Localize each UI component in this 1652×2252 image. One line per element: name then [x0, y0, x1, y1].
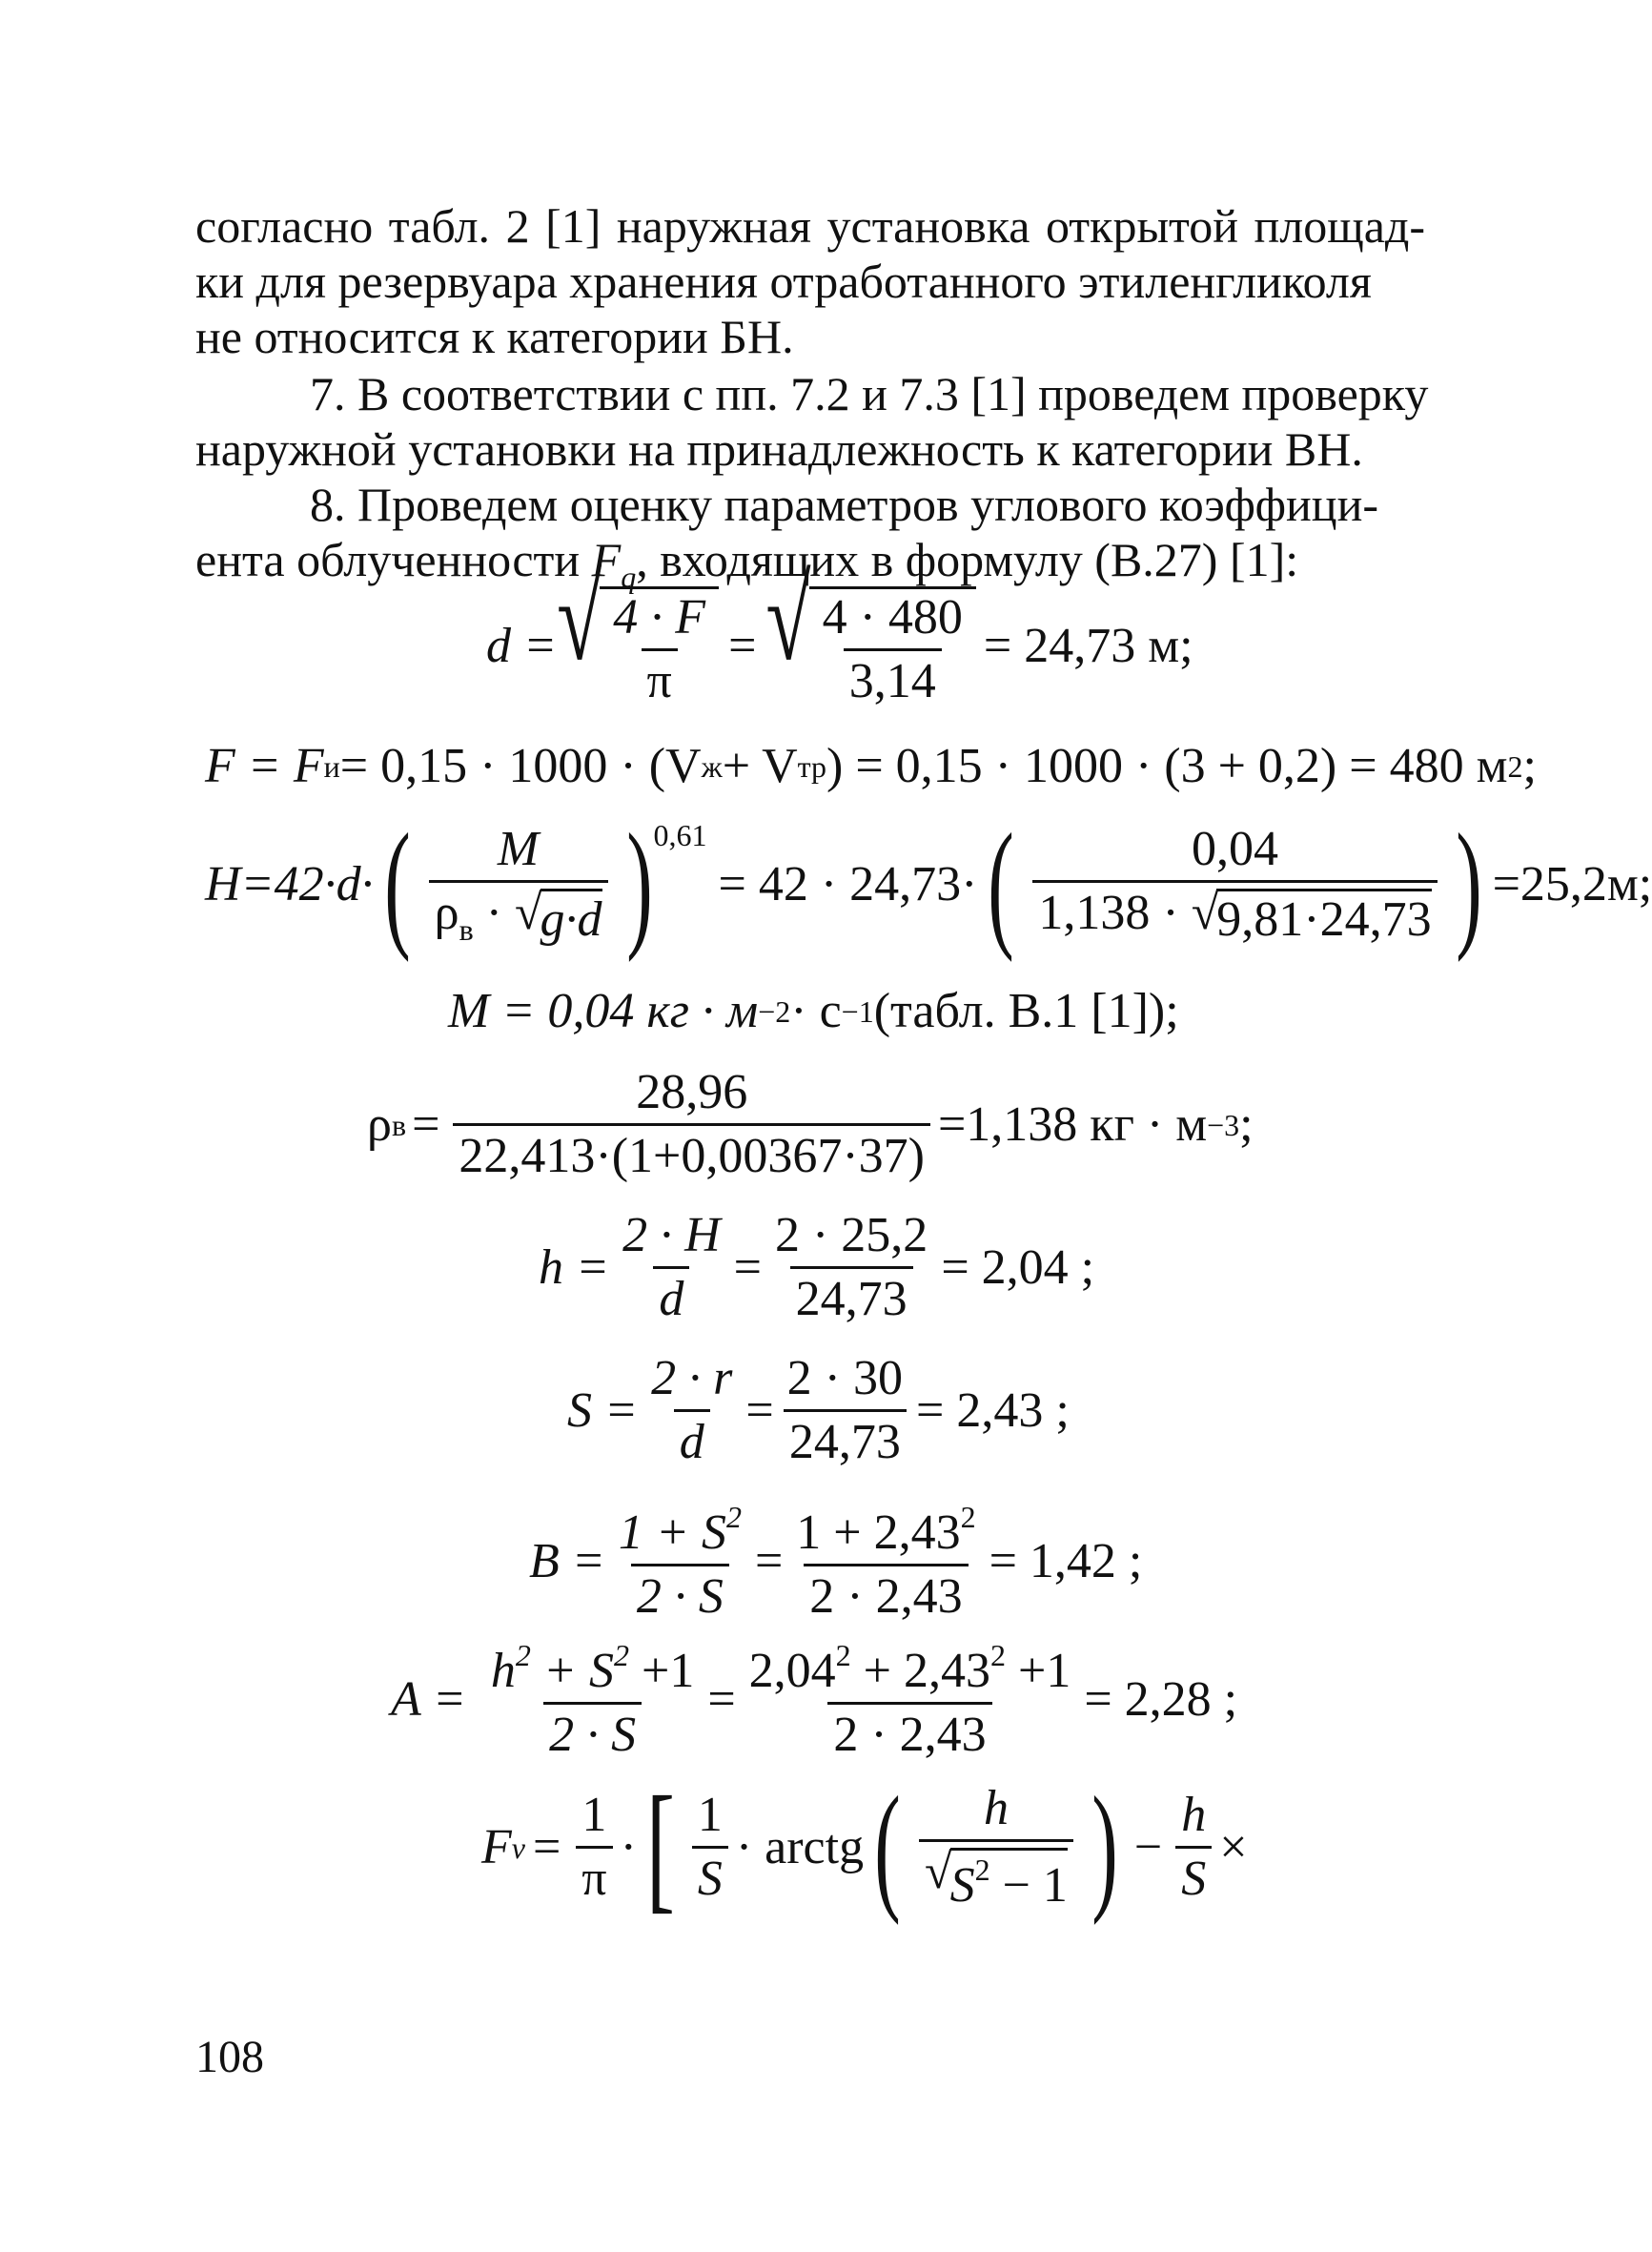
eq-result: = 2,43 ; — [916, 1382, 1070, 1438]
equation-Fv: F v = $\frac{1}{\pi}$ · [ $\frac{1}{S}$ · arctg ( h √ $S^2 - 1$ ) − $\frac{h}{S}$ × — [481, 1768, 1248, 1926]
denominator: 24,73 — [790, 1266, 913, 1324]
denominator: d — [674, 1409, 710, 1467]
eq-text: · с — [790, 984, 842, 1038]
eq-result: =25,2м; — [1492, 856, 1652, 911]
equation-F — [205, 739, 1537, 793]
eq-text: + V — [722, 739, 798, 793]
eq-lhs: h = — [539, 1239, 610, 1295]
equals: = — [728, 619, 757, 673]
numerator: 4 · F — [613, 590, 706, 645]
text-line: не относится к категории БН. — [195, 310, 794, 363]
eq-minus: − — [1133, 1819, 1163, 1874]
eq-lhs: F — [481, 1819, 512, 1874]
denominator: 2 · 2,43 — [804, 1564, 968, 1622]
eq-text: ; — [1522, 739, 1537, 793]
eq-lhs: A = — [391, 1672, 466, 1727]
numerator: 1 — [581, 1788, 607, 1842]
equation-A — [391, 1640, 1237, 1760]
eq-sup: −2 — [758, 994, 791, 1029]
eq-result: = 2,04 ; — [941, 1239, 1095, 1295]
numerator: 28,96 — [636, 1065, 748, 1119]
text-line: согласно табл. 2 [1] наружная установка открытой площад- — [195, 199, 1425, 253]
numerator: 4 · 480 — [822, 590, 963, 645]
equals: = — [745, 1382, 774, 1438]
eq-sup: 2 — [1507, 749, 1523, 784]
equals: = — [532, 1819, 561, 1874]
denominator: 22,413·(1+0,00367·37) — [453, 1123, 930, 1181]
sqrt: √ $\frac{4 \cdot 480}{3,14}$ — [765, 586, 976, 706]
eq-sub: ж — [701, 749, 723, 784]
equation-rho — [367, 1065, 1254, 1183]
page-number: 108 — [195, 2032, 264, 2082]
denominator: 1,138 · √ 9,81·24,73 — [1032, 880, 1437, 945]
numerator: $h^2 + S^2 +1$ — [490, 1638, 695, 1698]
numerator: 2 · r — [651, 1351, 733, 1405]
eq-text: F = F — [205, 739, 324, 793]
numerator: $1 + S^2$ — [618, 1500, 742, 1560]
eq-result: = 1,42 ; — [989, 1534, 1143, 1588]
eq-result: =1,138 кг · м — [937, 1096, 1208, 1152]
paragraph-2 — [195, 366, 1429, 477]
eq-text: = 42 · 24,73· — [718, 856, 978, 911]
eq-sub: в — [391, 1107, 407, 1142]
text-line: 7. В соответствии с пп. 7.2 и 7.3 [1] проведем проверку — [310, 367, 1429, 420]
eq-result: = 24,73 м; — [983, 619, 1193, 673]
denominator: 2 · S — [543, 1702, 642, 1760]
equals: = — [733, 1239, 762, 1295]
equation-H: H=42·d· ( M $\rho_в$ · √ g·d ) 0,61 = 42 · 24,73· ( 0,04 1,138 · √ 9,81·24,73 ) =25,2м; — [205, 805, 1652, 963]
eq-lhs: H=42·d· — [205, 856, 374, 911]
eq-lhs: ρ — [367, 1096, 392, 1152]
equation-h — [539, 1208, 1095, 1326]
numerator: $2,04^2 + 2,43^2 +1$ — [748, 1638, 1071, 1698]
numerator: 2 · 25,2 — [774, 1208, 928, 1262]
denominator: d — [653, 1266, 689, 1324]
paragraph-1 — [195, 198, 1425, 364]
denominator: S — [692, 1846, 728, 1904]
text-line: наружной установки на принадлежность к категории ВН. — [195, 422, 1363, 476]
text-line: 8. Проведем оценку параметров углового коэффици- — [310, 478, 1378, 531]
eq-result: = 2,28 ; — [1084, 1672, 1238, 1727]
numerator: $1 + 2,43^2$ — [796, 1500, 976, 1560]
equals: = — [412, 1096, 440, 1152]
eq-lhs: d = — [486, 619, 558, 673]
eq-sub: тр — [797, 749, 827, 784]
denominator: π — [642, 648, 678, 706]
denominator: 2 · S — [631, 1564, 729, 1622]
eq-text: ; — [1239, 1096, 1254, 1152]
numerator: 0,04 — [1192, 821, 1279, 876]
text-line: ки для резервуара хранения отработанного этиленгликоля — [195, 255, 1372, 308]
denominator: 2 · 2,43 — [827, 1702, 991, 1760]
denominator: 24,73 — [784, 1409, 907, 1467]
eq-sub: v — [511, 1830, 525, 1865]
numerator: 1 — [697, 1788, 723, 1842]
equals: = — [754, 1534, 784, 1588]
eq-text: (табл. В.1 [1]); — [873, 984, 1179, 1038]
eq-exponent: 0,61 — [653, 818, 707, 852]
eq-dot: · — [620, 1819, 637, 1874]
text-fragment: ента облученности — [195, 533, 592, 586]
numerator: h — [983, 1781, 1009, 1835]
equation-S — [567, 1351, 1070, 1469]
sqrt: √ $\frac{4 \cdot F}{\pi}$ — [557, 586, 719, 706]
numerator: h — [1181, 1788, 1207, 1842]
eq-text: ) = 0,15 · 1000 · (3 + 0,2) = 480 м — [826, 739, 1508, 793]
denominator: $\rho_в$ · √ g·d — [429, 880, 608, 945]
denominator: √ $S^2 - 1$ — [919, 1839, 1073, 1911]
eq-function: · arctg — [735, 1819, 865, 1874]
eq-sub: и — [323, 749, 340, 784]
denominator: S — [1175, 1846, 1212, 1904]
denominator: 3,14 — [844, 648, 942, 706]
eq-sup: −3 — [1207, 1107, 1240, 1142]
equation-B — [529, 1502, 1142, 1622]
equation-M — [448, 984, 1179, 1038]
eq-lhs: B = — [529, 1534, 605, 1588]
numerator: 2 · H — [622, 1208, 721, 1262]
denominator: π — [576, 1846, 612, 1904]
eq-text: = 0,15 · 1000 · (V — [339, 739, 702, 793]
numerator: 2 · 30 — [786, 1351, 903, 1405]
numerator: M — [497, 821, 540, 876]
eq-times: × — [1219, 1819, 1248, 1874]
eq-text: M = 0,04 кг · м — [448, 984, 759, 1038]
equals: = — [707, 1672, 736, 1727]
text-fragment: , входящих в формулу (В.27) [1]: — [636, 533, 1299, 586]
symbol-fq: $F_q$ — [591, 533, 637, 594]
eq-lhs: S = — [567, 1382, 639, 1438]
eq-sup: −1 — [841, 994, 874, 1029]
